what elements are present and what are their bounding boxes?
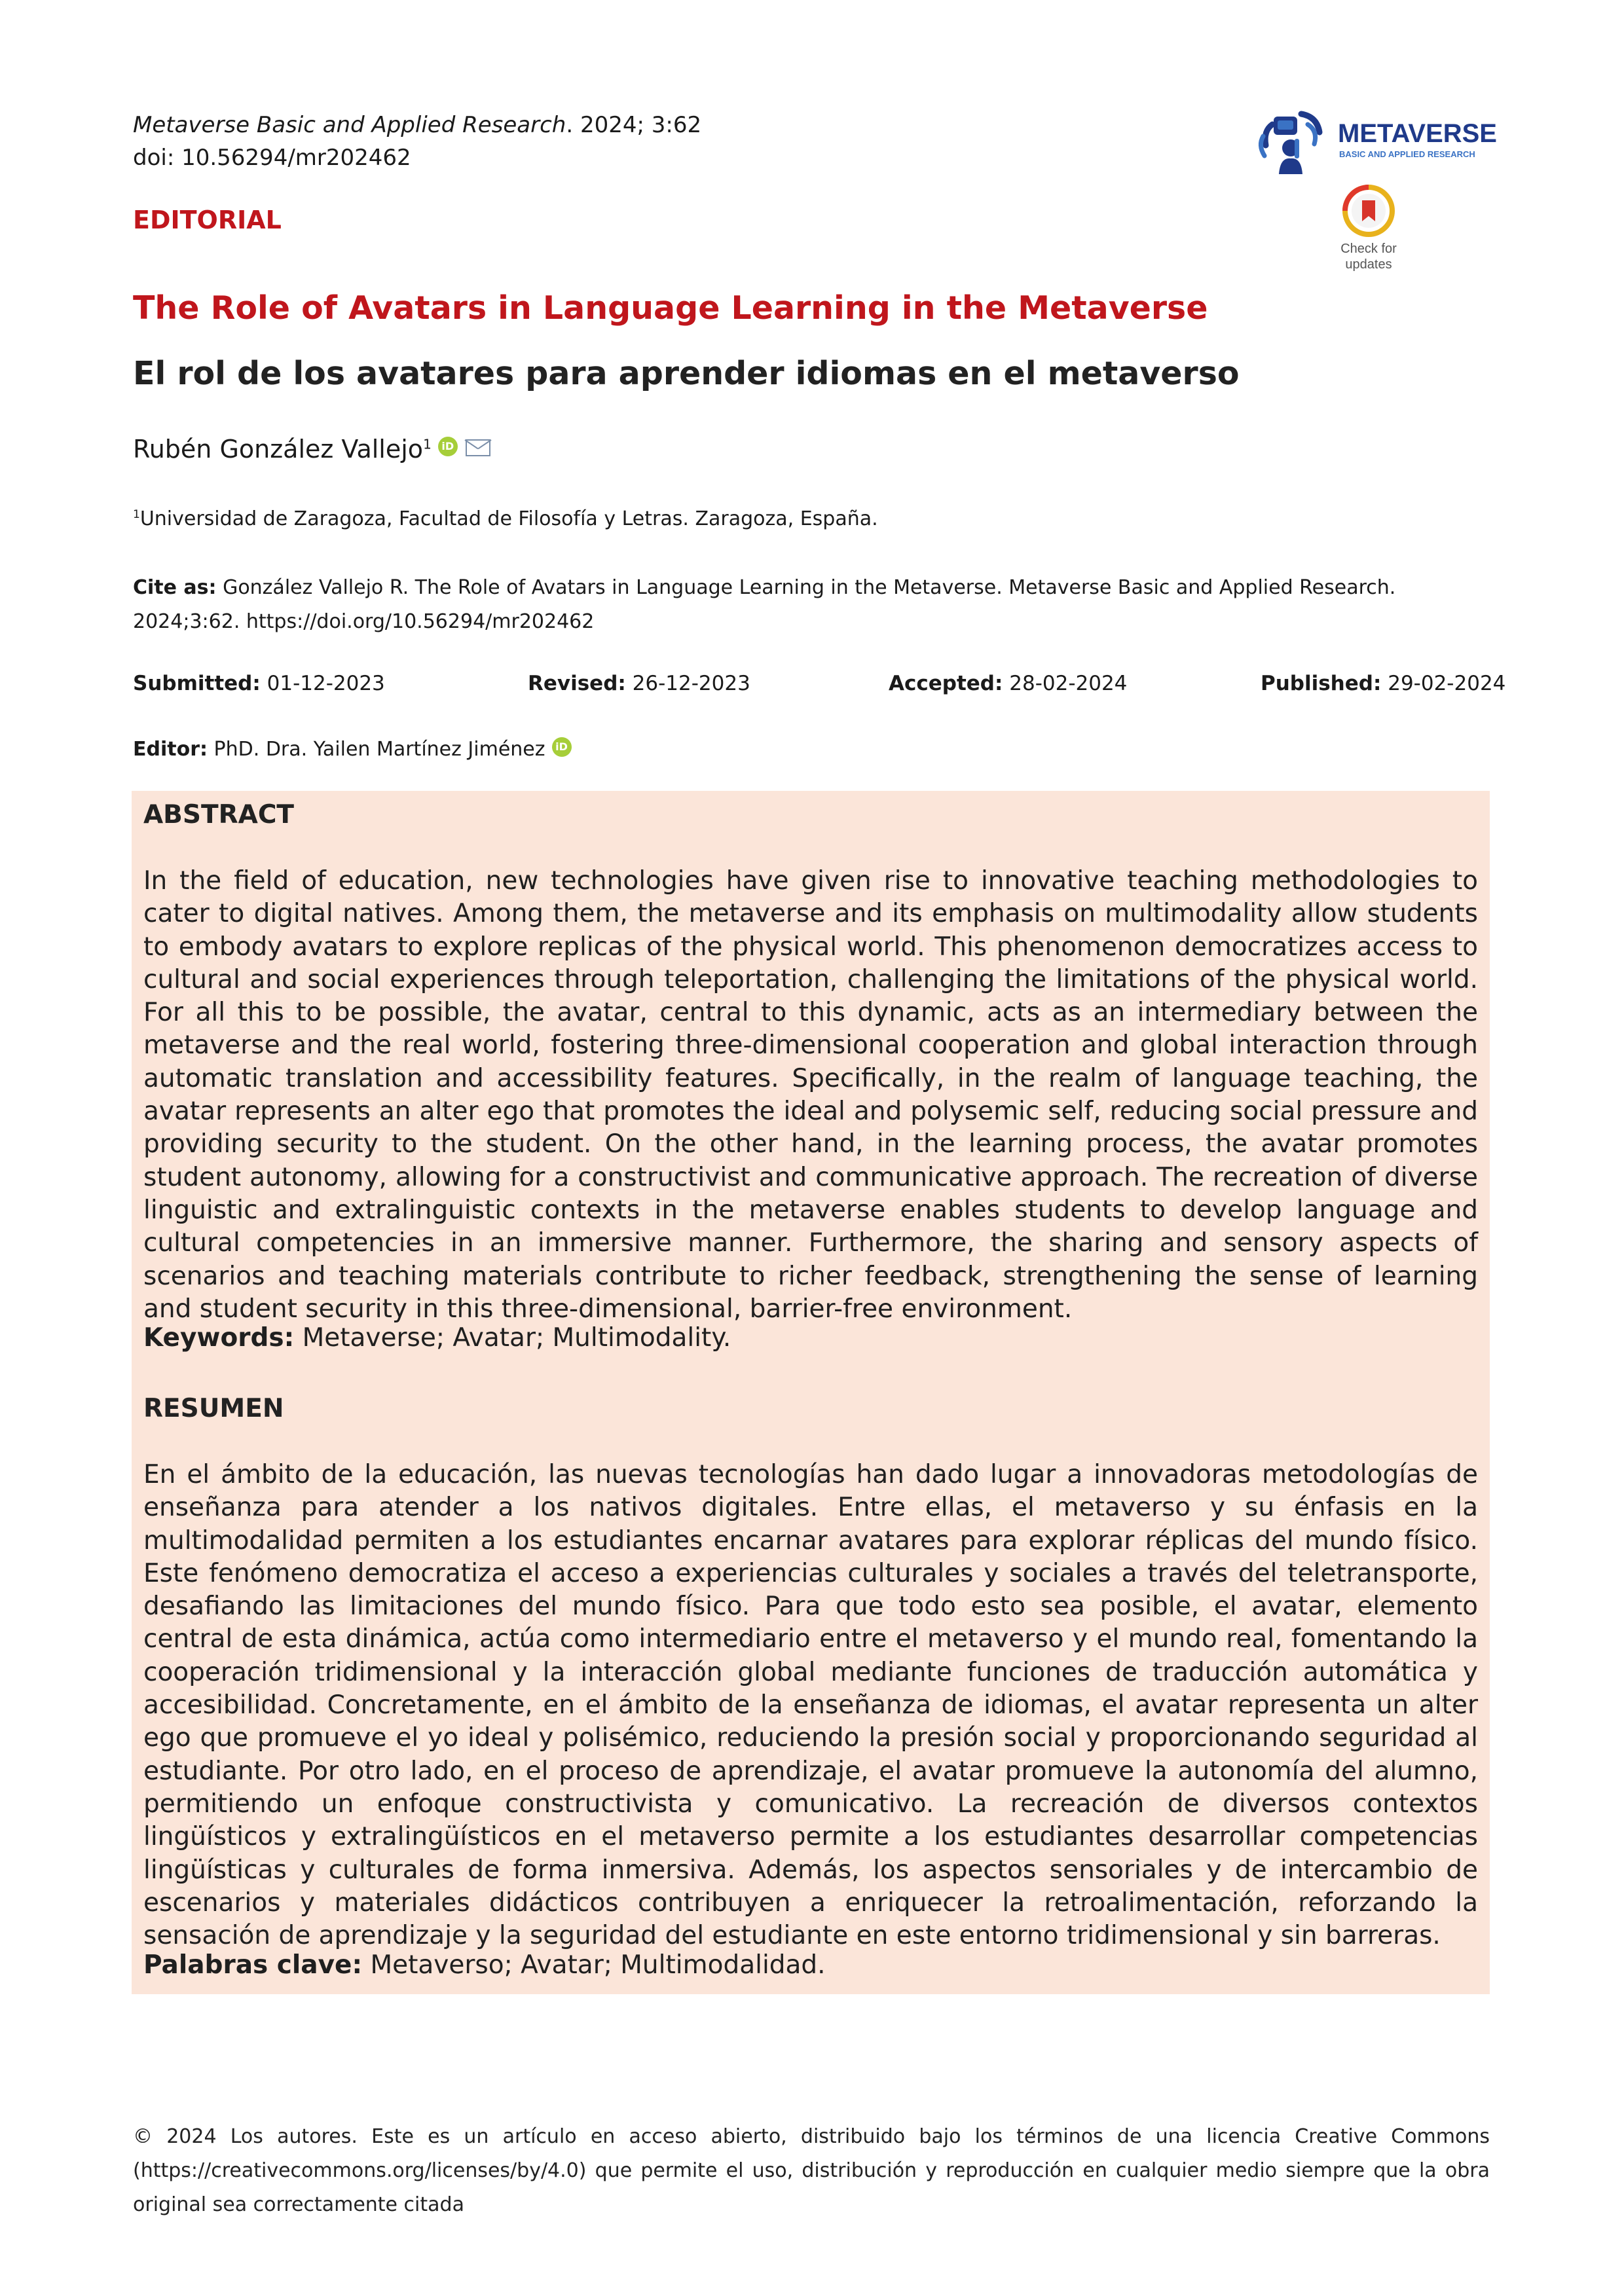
orcid-icon[interactable]: iD — [438, 437, 458, 456]
palabras-clave-list: Metaverso; Avatar; Multimodalidad. — [362, 1950, 826, 1980]
logo-subtitle: BASIC AND APPLIED RESEARCH — [1339, 149, 1475, 159]
palabras-clave-label: Palabras clave: — [143, 1950, 363, 1980]
mail-icon[interactable] — [466, 439, 490, 456]
license-footer: © 2024 Los autores. Este es un artículo en acceso abierto, distribuido bajo los términos de una licencia Creative Commons (https://creativecommons.org/licenses/by/4.0) que permite el uso, distribución y reproducción en cualquier medio siempre que la obra original sea correctamente citada — [133, 2125, 1490, 2216]
date-value: 29-02-2024 — [1381, 672, 1506, 695]
editor-label: Editor: — [133, 738, 208, 761]
date-label: Revised: — [528, 672, 626, 695]
date-label: Published: — [1261, 672, 1382, 695]
abstract-keywords — [143, 1323, 731, 1353]
doi-line[interactable]: doi: 10.56294/mr202462 — [133, 145, 411, 171]
author-affil-mark: 1 — [423, 436, 432, 452]
resumen-heading: RESUMEN — [143, 1394, 284, 1423]
check-for-updates-badge[interactable] — [1329, 185, 1408, 270]
journal-citation — [133, 109, 701, 141]
journal-name: Metaverse Basic and Applied Research — [133, 112, 566, 138]
abstract-box — [132, 791, 1490, 1994]
journal-logo — [1254, 105, 1497, 177]
editor-line — [133, 737, 572, 761]
journal-volume: . 2024; 3:62 — [566, 112, 702, 138]
date-value: 28-02-2024 — [1003, 672, 1128, 695]
author-line — [133, 435, 490, 464]
cite-as — [133, 571, 1495, 639]
section-label: EDITORIAL — [133, 206, 282, 234]
orcid-icon[interactable]: iD — [552, 737, 572, 757]
affiliation-text: Universidad de Zaragoza, Facultad de Filosofía y Letras. Zaragoza, España. — [139, 507, 878, 530]
keywords-label: Keywords: — [143, 1323, 295, 1353]
article-title-english: The Role of Avatars in Language Learning in the Metaverse — [133, 289, 1208, 327]
author-name: Rubén González Vallejo — [133, 435, 424, 464]
date-submitted — [133, 672, 385, 695]
abstract-heading: ABSTRACT — [143, 800, 295, 829]
date-accepted — [889, 672, 1127, 695]
check-updates-icon — [1342, 185, 1395, 237]
cite-label: Cite as: — [133, 576, 217, 599]
cite-text: González Vallejo R. The Role of Avatars in Language Learning in the Metaverse. Metaverse Basic and Applied Research. 2024;3:62. https://doi.org/10.56294/mr202462 — [133, 576, 1396, 633]
date-label: Submitted: — [133, 672, 261, 695]
logo-name: METAVERSE — [1338, 119, 1497, 148]
date-published — [1261, 672, 1505, 695]
abstract-text: In the field of education, new technologies have given rise to innovative teaching methodologies to cater to digital natives. Among them, the metaverse and its emphasis on multimodality allow students to embody avatars to explore replicas of the physical world. This phenomenon democratizes access to cultural and social experiences through teleportation, challenging the limitations of the physical world. For all this to be possible, the avatar, central to this dynamic, acts as an intermediary between the metaverse and the real world, fostering three-dimensional cooperation and global interaction through automatic translation and accessibility features. Specifically, in the realm of language teaching, the avatar represents an alter ego that promotes the ideal and polysemic self, reducing social pressure and providing security to the student. On the other hand, in the learning process, the avatar promotes student autonomy, allowing for a constructivist and communicative approach. The recreation of diverse linguistic and extralinguistic contexts in the metaverse enables students to develop language and cultural competencies in an immersive manner. Furthermore, the sharing and sensory aspects of scenarios and teaching materials contribute to richer feedback, strengthening the sense of learning and student security in this three-dimensional, barrier-free environment. — [143, 866, 1478, 1324]
check-updates-line2: updates — [1345, 257, 1392, 272]
keywords-list: Metaverse; Avatar; Multimodality. — [294, 1323, 731, 1353]
resumen-text: En el ámbito de la educación, las nuevas tecnologías han dado lugar a innovadoras metodologías de enseñanza para atender a los nativos digitales. Entre ellas, el metaverso y su énfasis en la multimodalidad permiten a los estudiantes encarnar avatares para explorar réplicas del mundo físico. Este fenómeno democratiza el acceso a experiencias culturales y sociales a través del teletransporte, desafiando las limitaciones del mundo físico. Para que todo esto sea posible, el avatar, elemento central de esta dinámica, actúa como intermediario entre el metaverso y el mundo real, fomentando la cooperación tridimensional y la interacción global mediante funciones de traducción automática y accesibilidad. Concretamente, en el ámbito de la enseñanza de idiomas, el avatar representa un alter ego que promueve el yo ideal y polisémico, reduciendo la presión social y proporcionando seguridad al estudiante. Por otro lado, en el proceso de aprendizaje, el avatar promueve la autonomía del alumno, permitiendo un enfoque constructivista y comunicativo. La recreación de diversos contextos lingüísticos y extralingüísticos en el metaverso permite a los estudiantes desarrollar competencias lingüísticas y culturales de forma inmersiva. Además, los aspectos sensoriales y de intercambio de escenarios y materiales didácticos contribuyen a enriquecer la retroalimentación, reforzando la sensación de aprendizaje y la seguridad del estudiante en este entorno tridimensional y sin barreras. — [143, 1460, 1478, 1951]
article-title-spanish: El rol de los avatares para aprender idiomas en el metaverso — [133, 355, 1240, 392]
date-value: 26-12-2023 — [625, 672, 750, 695]
date-label: Accepted: — [889, 672, 1003, 695]
editor-name: PhD. Dra. Yailen Martínez Jiménez — [208, 738, 545, 761]
affiliation-mark: 1 — [133, 508, 140, 521]
metaverse-logo-icon — [1254, 105, 1333, 177]
date-value: 01-12-2023 — [260, 672, 385, 695]
journal-header — [133, 109, 701, 174]
check-updates-line1: Check for — [1340, 242, 1397, 256]
date-revised — [528, 672, 750, 695]
resumen-keywords — [143, 1950, 826, 1980]
affiliation — [133, 507, 878, 530]
